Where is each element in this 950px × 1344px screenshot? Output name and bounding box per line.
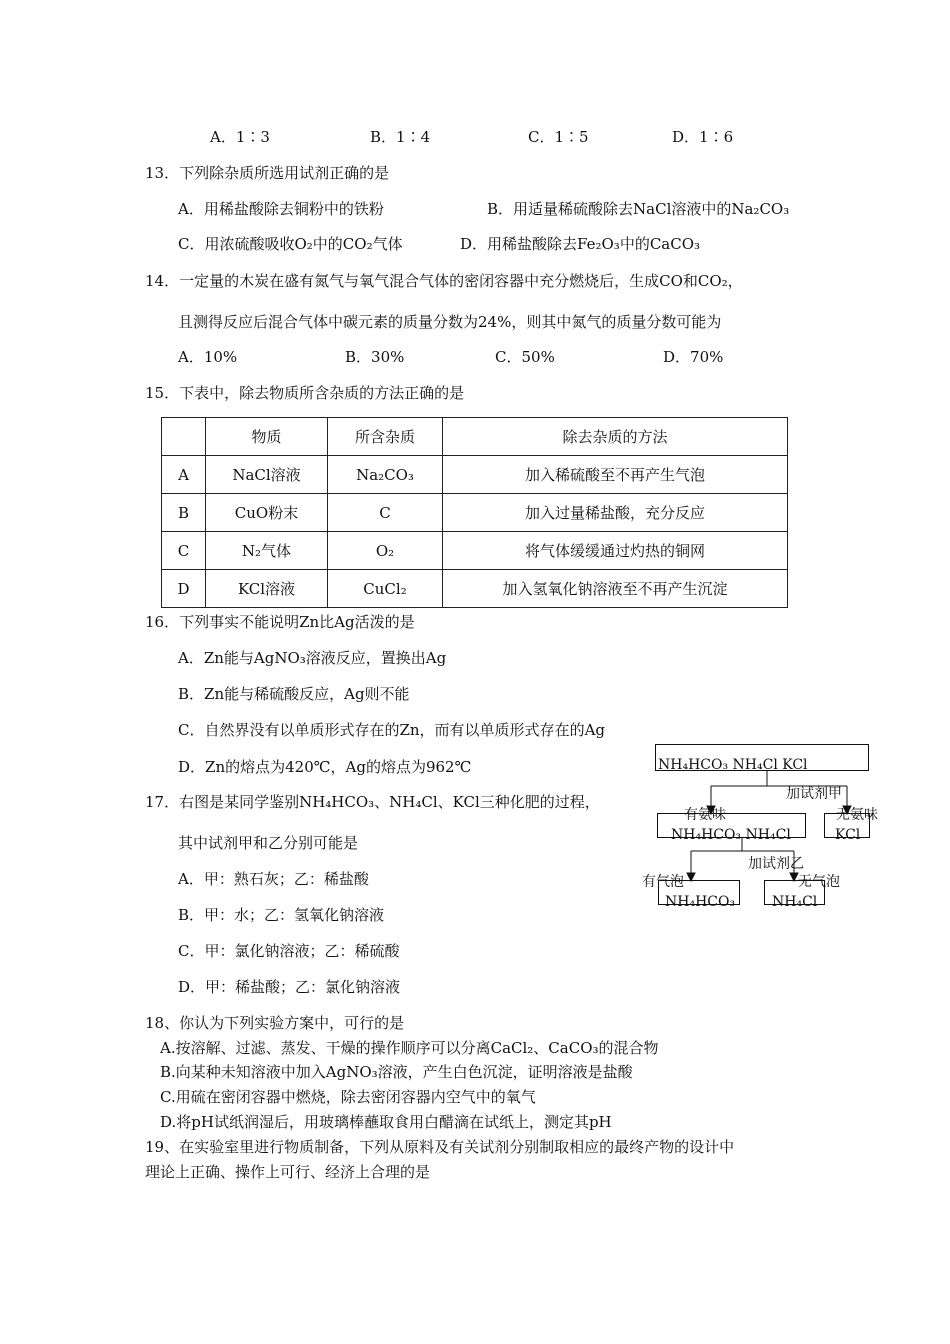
q17-stem-line2: 其中试剂甲和乙分别可能是	[178, 834, 359, 852]
q17-option-d: D．甲：稀盐酸；乙：氯化钠溶液	[178, 978, 401, 996]
flow-smell-label: 有氨味	[684, 807, 726, 823]
q13-option-b: B．用适量稀硫酸除去NaCl溶液中的Na₂CO₃	[487, 200, 790, 218]
table-cell: Na₂CO₃	[328, 456, 443, 494]
table-cell: KCl溶液	[206, 570, 328, 608]
table-cell: C	[328, 494, 443, 532]
q15-stem: 15．下表中，除去物质所含杂质的方法正确的是	[145, 384, 465, 402]
q12-option-c: C．1∶5	[528, 128, 589, 146]
q14-option-a: A．10%	[178, 348, 238, 366]
table-cell: C	[162, 532, 206, 570]
q14-option-d: D．70%	[663, 348, 724, 366]
q12-option-d: D．1∶6	[672, 128, 734, 146]
q16-stem: 16．下列事实不能说明Zn比Ag活泼的是	[145, 613, 415, 631]
flow-reagent2-label: 加试剂乙	[748, 856, 804, 872]
flow-b2-label: NH₄Cl	[772, 894, 818, 910]
table-cell: O₂	[328, 532, 443, 570]
q13-option-a: A．用稀盐酸除去铜粉中的铁粉	[178, 200, 384, 218]
table-cell: 加入稀硫酸至不再产生气泡	[443, 456, 788, 494]
q17-option-b: B．甲：水；乙：氢氧化钠溶液	[178, 906, 385, 924]
q17-option-a: A．甲：熟石灰；乙：稀盐酸	[178, 870, 369, 888]
q14-option-b: B．30%	[345, 348, 405, 366]
flow-nobubble-label: 无气泡	[798, 874, 840, 890]
q19-stem-line2: 理论上正确、操作上可行、经济上合理的是	[145, 1163, 431, 1181]
table-cell: D	[162, 570, 206, 608]
table-header-cell: 物质	[206, 418, 328, 456]
table-cell: 加入氢氧化钠溶液至不再产生沉淀	[443, 570, 788, 608]
flow-nosmell-label: 无氨味	[836, 807, 878, 823]
q12-option-a: A．1∶3	[210, 128, 270, 146]
flow-top-label: NH₄HCO₃ NH₄Cl KCl	[658, 757, 808, 773]
flow-b1-label: NH₄HCO₃	[665, 894, 736, 910]
q13-option-d: D．用稀盐酸除去Fe₂O₃中的CaCO₃	[460, 235, 701, 253]
q13-stem: 13．下列除杂质所选用试剂正确的是	[145, 164, 390, 182]
flow-reagent1-label: 加试剂甲	[786, 786, 842, 802]
q13-option-c: C．用浓硫酸吸收O₂中的CO₂气体	[178, 235, 403, 253]
table-cell: NaCl溶液	[206, 456, 328, 494]
q14-stem-line1: 14．一定量的木炭在盛有氮气与氧气混合气体的密闭容器中充分燃烧后，生成CO和CO₂，	[145, 272, 743, 290]
q14-stem-line2: 且测得反应后混合气体中碳元素的质量分数为24%，则其中氮气的质量分数可能为	[178, 313, 722, 331]
q16-option-a: A．Zn能与AgNO₃溶液反应，置换出Ag	[178, 649, 447, 667]
q12-option-b: B．1∶4	[370, 128, 431, 146]
table-cell: A	[162, 456, 206, 494]
q16-option-b: B．Zn能与稀硫酸反应，Ag则不能	[178, 685, 410, 703]
flow-kcl-label: KCl	[835, 827, 861, 843]
table-cell: CuO粉末	[206, 494, 328, 532]
flow-mid-label: NH₄HCO₃ NH₄Cl	[671, 827, 791, 843]
q17-option-c: C．甲：氯化钠溶液；乙：稀硫酸	[178, 942, 400, 960]
q18-option-c: C.用硫在密闭容器中燃烧，除去密闭容器内空气中的氧气	[160, 1088, 536, 1106]
q16-option-c: C．自然界没有以单质形式存在的Zn，而有以单质形式存在的Ag	[178, 721, 605, 739]
q18-option-b: B.向某种未知溶液中加入AgNO₃溶液，产生白色沉淀，证明溶液是盐酸	[160, 1063, 633, 1081]
table-cell: 加入过量稀盐酸，充分反应	[443, 494, 788, 532]
q14-option-c: C．50%	[495, 348, 555, 366]
flow-bubble-label: 有气泡	[642, 874, 684, 890]
q18-stem: 18、你认为下列实验方案中，可行的是	[145, 1014, 405, 1032]
q17-stem-line1: 17．右图是某同学鉴别NH₄HCO₃、NH₄Cl、KCl三种化肥的过程，	[145, 793, 600, 811]
q19-stem-line1: 19、在实验室里进行物质制备，下列从原料及有关试剂分别制取相应的最终产物的设计中	[145, 1138, 735, 1156]
table-cell: N₂气体	[206, 532, 328, 570]
q18-option-d: D.将pH试纸润湿后，用玻璃棒蘸取食用白醋滴在试纸上，测定其pH	[160, 1113, 612, 1131]
table-header-cell: 所含杂质	[328, 418, 443, 456]
q16-option-d: D．Zn的熔点为420℃，Ag的熔点为962℃	[178, 758, 472, 776]
table-header-cell: 除去杂质的方法	[443, 418, 788, 456]
table-cell: CuCl₂	[328, 570, 443, 608]
q18-option-a: A.按溶解、过滤、蒸发、干燥的操作顺序可以分离CaCl₂、CaCO₃的混合物	[160, 1039, 659, 1057]
table-cell: 将气体缓缓通过灼热的铜网	[443, 532, 788, 570]
table-cell: B	[162, 494, 206, 532]
